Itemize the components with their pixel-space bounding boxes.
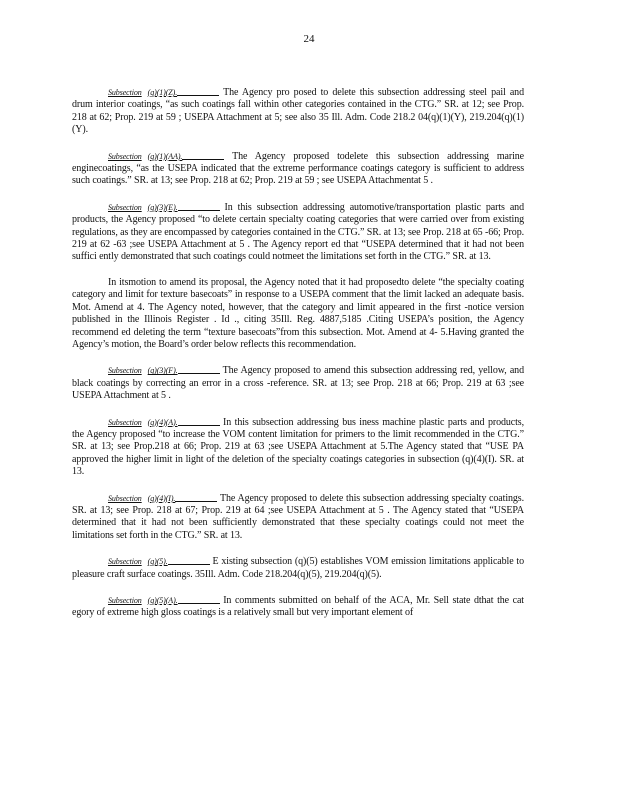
subsection-ref: (q)(4)(A). <box>147 417 178 427</box>
paragraph-motion-to-amend <box>72 277 524 351</box>
paragraph-q1aa <box>72 150 524 188</box>
paragraph-text: In comments submitted on behalf of the ACA, Mr. Sell state dthat the cat egory of extreme high gloss coatings is a relatively small but very important element of <box>72 595 524 619</box>
subsection-ref: (q)(5). <box>147 557 168 567</box>
subsection-label: Subsection <box>108 493 142 503</box>
subsection-label: Subsection <box>108 88 142 97</box>
paragraph-text: The Agency proposed todelete this subsection addressing marine enginecoatings, “as the USEPA indicated that the extreme performance coatings category is sufficient to address such coatings.” SR. at 13; see Prop. 218 at 62; Prop. 219 at 59 ; see USEPA Attachmentat 5 . <box>72 150 524 187</box>
paragraph-text: In this subsection addressing bus iness machine plastic parts and products, the Agency proposed “to increase the VOM content limitation for primers to the limit recommended in the CTG.” SR. at 13; see Prop.218 at 66; Prop. 219 at 63 ;see USEPA Attachment at 5.The Agency stated that “USE PA approved the higher limit in light of the deletion of the specialty coatings categories in subsection (q)(4)(I). SR. at 13. <box>72 416 524 478</box>
paragraph-q3e <box>72 201 524 264</box>
subsection-ref: (q)(3)(F). <box>147 366 178 376</box>
subsection-label: Subsection <box>108 202 142 212</box>
paragraph-text: E xisting subsection (q)(5) establishes VOM emission limitations applicable to pleasure craft surface coatings. 35Ill. Adm. Code 218.204(q)(5), 219.204(q)(5). <box>72 556 524 580</box>
subsection-ref: (q)(1)(AA). <box>147 151 183 161</box>
document-body <box>72 86 524 633</box>
paragraph-text: The Agency pro posed to delete this subsection addressing steel pail and drum interior coatings, “as such coatings fall within other categories contained in the CTG.” SR. at 12; see Prop. 218 at 62; Prop. 219 at 59 ; USEPA Attachment at 5; see also 35 Ill. Adm. Code 218.2 04(q)(1)(Y), 219.204(q)(1)(Y). <box>72 87 524 136</box>
paragraph-text: The Agency proposed to delete this subsection addressing specialty coatings. SR. at 13; see Prop. 218 at 67; Prop. 219 at 64 ;see USEPA Attachment at 5 . The Agency stated that “USEPA determined that it had not been sufficiently demonstrated that these specialty coatings could not meet the limitations set forth in the CTG.” SR. at 13. <box>72 492 524 541</box>
paragraph-q3f <box>72 364 524 402</box>
subsection-label: Subsection <box>108 596 142 605</box>
subsection-label: Subsection <box>108 417 142 427</box>
paragraph-q1z <box>72 86 524 137</box>
subsection-ref: (q)(3)(E). <box>147 202 178 212</box>
paragraph-text: In itsmotion to amend its proposal, the Agency noted that it had proposedto delete “the specialty coating category and limit for texture basecoats” in response to a USEPA comment that the limit lacked an adequate basis. Mot. Amend at 4. The Agency noted, however, that the category and limit appeared in the first -notice version published in the Illinois Register . Id ., citing 35Ill. Reg. 4887,5185 .Citing USEPA’s position, the Agency recommend ed deleting the term “texture basecoats”from this subsection. Mot. Amend at 4- 5.Having granted the Agency’s motion, the Board’s order below reflects this recommendation. <box>72 276 524 350</box>
subsection-label: Subsection <box>108 366 142 376</box>
paragraph-q5 <box>72 555 524 581</box>
paragraph-text: The Agency proposed to amend this subsection addressing red, yellow, and black coatings by correcting an error in a cross -reference. SR. at 13; see Prop. 218 at 66; Prop. 219 at 63 ;see USEPA Attachment at 5 . <box>72 365 524 402</box>
paragraph-q4a <box>72 416 524 479</box>
subsection-label: Subsection <box>108 557 142 567</box>
subsection-label: Subsection <box>108 151 142 161</box>
subsection-ref: (q)(4)(I). <box>147 493 176 503</box>
page-number: 24 <box>303 33 315 45</box>
subsection-ref: (q)(1)(Z). <box>147 88 178 97</box>
subsection-ref: (q)(5)(A). <box>147 596 178 605</box>
paragraph-q4i <box>72 492 524 543</box>
paragraph-text: In this subsection addressing automotive/transportation plastic parts and products, the Agency proposed “to delete certain specialty coating categories that were carried over from existing regulations, as they are encompassed by categories contained in the CTG.” SR. at 13; see Prop. 218 at 65 -66; Prop. 219 at 62 -63 ;see USEPA Attachment at 5 . The Agency report ed that “USEPA determined that it had not been suffici ently demonstrated that such coatings could notmeet the limitations set forth in the CTG.” SR. at 13. <box>72 201 524 263</box>
paragraph-q5a <box>72 594 524 620</box>
